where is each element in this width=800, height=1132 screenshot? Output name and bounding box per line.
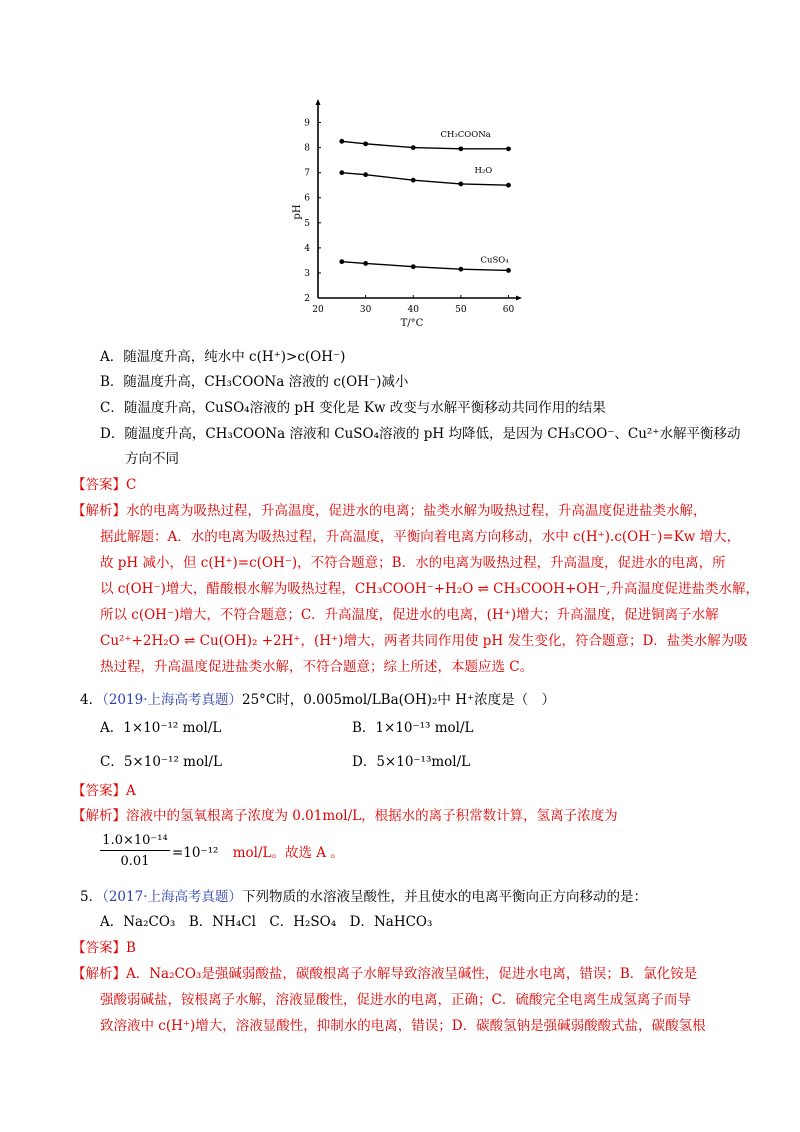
fraction-denominator: 0.01	[120, 854, 150, 869]
x-tick-label: 30	[359, 305, 372, 315]
fraction-numerator: 1.0×10⁻¹⁴	[100, 833, 170, 851]
y-axis-arrow	[316, 99, 321, 105]
q4-source: （2019·上海高考真题）	[102, 692, 242, 708]
data-point	[411, 145, 416, 150]
q3-analysis-line-5: Cu²⁺+2H₂O ⇌ Cu(OH)₂ +2H⁺，(H⁺)增大，两者共同作用使 pH 发生变化，符合题意；D．盐类水解为吸	[100, 633, 748, 649]
analysis-tag: 【解析】	[72, 966, 126, 982]
series-label: H₂O	[474, 166, 493, 177]
data-point	[506, 146, 511, 151]
q5-number: 5．	[80, 889, 103, 905]
q3-option-a: A．随温度升高，纯水中 c(H⁺)>c(OH⁻)	[100, 349, 346, 365]
q3-analysis-line-3: 以 c(OH⁻)增大，醋酸根水解为吸热过程，CH₃COOH⁻+H₂O ⇌ CH₃COOH+OH⁻,升高温度促进盐类水解，	[100, 581, 760, 597]
y-tick-label: 8	[304, 143, 310, 154]
data-point	[411, 264, 416, 269]
fraction	[100, 833, 170, 869]
x-axis-label: T/°C	[400, 318, 424, 329]
y-tick-label: 9	[304, 118, 310, 129]
q4-option-b: B．1×10⁻¹³ mol/L	[352, 720, 474, 736]
series-label: CH₃COONa	[440, 129, 491, 140]
fraction-equals: =10⁻¹²	[172, 845, 219, 861]
y-tick-label: 6	[304, 193, 310, 204]
data-point	[506, 268, 511, 273]
x-tick-label: 40	[407, 305, 419, 315]
y-tick-label: 2	[304, 294, 310, 304]
data-point	[363, 141, 368, 146]
answer-tag: 【答案】	[72, 477, 126, 493]
answer-tag: 【答案】	[72, 783, 126, 799]
q3-option-d: D．随温度升高，CH₃COONa 溶液和 CuSO₄溶液的 pH 均降低，是因为 CH₃COO⁻、Cu²⁺水解平衡移动	[100, 426, 741, 442]
x-tick-label: 60	[502, 305, 515, 315]
q4-stem	[80, 690, 555, 710]
analysis-text: A．Na₂CO₃是强碱弱酸盐，碳酸根离子水解导致溶液呈碱性，促进水电离，错误；B．氯化铵是	[126, 966, 698, 982]
data-point	[339, 259, 344, 264]
answer-tag: 【答案】	[72, 940, 126, 956]
data-point	[363, 172, 368, 177]
q4-answer	[72, 781, 136, 801]
q3-option-c: C．随温度升高，CuSO₄溶液的 pH 变化是 Kw 改变与水解平衡移动共同作用的结果	[100, 400, 606, 416]
series-label: CuSO₄	[480, 255, 509, 266]
fraction-tail: mol/L。故选 A 。	[232, 845, 344, 861]
data-point	[506, 183, 511, 188]
answer-value: B	[126, 940, 136, 956]
q3-analysis-line-2: 故 pH 减小，但 c(H⁺)=c(OH⁻)，不符合题意；B．水的电离为吸热过程，升高温度，促进水的电离，所	[100, 555, 726, 571]
y-tick-label: 7	[304, 168, 310, 179]
x-tick-label: 50	[455, 305, 467, 315]
analysis-tag: 【解析】	[72, 503, 126, 519]
analysis-text: 水的电离为吸热过程，升高温度，促进水的电离；盐类水解为吸热过程，升高温度促进盐类水解，	[126, 503, 707, 519]
q5-stem	[80, 887, 647, 907]
q4-stem-text: 25°C时，0.005mol/LBa(OH)₂中 H⁺浓度是（ ）	[242, 692, 556, 708]
q3-analysis-line-1: 据此解题：A．水的电离为吸热过程，升高温度，平衡向着电离方向移动，水中 c(H⁺).c(OH⁻)=Kw 增大，	[100, 529, 741, 545]
q3-analysis-line-0	[72, 501, 707, 521]
fraction-result	[172, 843, 344, 863]
y-axis-label: pH	[292, 204, 303, 220]
q5-answer	[72, 938, 136, 958]
y-tick-label: 4	[304, 243, 310, 254]
x-tick-label: 20	[312, 305, 324, 315]
data-point	[363, 261, 368, 266]
q4-number: 4．	[80, 692, 103, 708]
q5-stem-text: 下列物质的水溶液呈酸性，并且使水的电离平衡向正方向移动的是：	[242, 889, 647, 905]
chart-series	[339, 139, 510, 273]
data-point	[458, 267, 463, 272]
answer-value: A	[126, 783, 136, 799]
q3-analysis-line-6: 热过程，升高温度促进盐类水解，不符合题意；综上所述，本题应选 C。	[100, 659, 534, 675]
q5-source: （2017·上海高考真题）	[102, 889, 242, 905]
data-point	[458, 182, 463, 187]
q5-analysis-line-1: 强酸弱碱盐，铵根离子水解，溶液显酸性，促进水的电离，正确；C．硫酸完全电离生成氢离子而导	[100, 992, 691, 1008]
analysis-text: 溶液中的氢氧根离子浓度为 0.01mol/L，根据水的离子积常数计算，氢离子浓度为	[126, 808, 618, 824]
y-tick-label: 5	[304, 218, 310, 229]
data-point	[339, 170, 344, 175]
q3-option-d-cont: 方向不同	[125, 451, 179, 467]
ph-temperature-chart	[290, 95, 530, 335]
answer-value: C	[126, 477, 137, 493]
q4-option-a: A．1×10⁻¹² mol/L	[100, 720, 222, 736]
analysis-tag: 【解析】	[72, 808, 126, 824]
q3-analysis-line-4: 所以 c(OH⁻)增大，不符合题意；C．升高温度，促进水的电离，(H⁺)增大；升高温度，促进铜离子水解	[100, 607, 719, 623]
q5-analysis-line-0	[72, 964, 697, 984]
q4-option-c: C．5×10⁻¹² mol/L	[100, 754, 222, 770]
q5-analysis-line-2: 致溶液中 c(H⁺)增大，溶液显酸性，抑制水的电离，错误；D．碳酸氢钠是强碱弱酸酸式盐，碳酸氢根	[100, 1018, 706, 1034]
data-point	[458, 146, 463, 151]
x-axis-arrow	[516, 296, 522, 301]
q3-option-b: B．随温度升高，CH₃COONa 溶液的 c(OH⁻)减小	[100, 374, 409, 390]
y-tick-label: 3	[304, 268, 310, 279]
data-point	[339, 139, 344, 144]
data-point	[411, 178, 416, 183]
q4-analysis	[72, 806, 618, 826]
q5-options: A．Na₂CO₃ B．NH₄Cl C．H₂SO₄ D．NaHCO₃	[100, 914, 433, 930]
q4-option-d: D．5×10⁻¹³mol/L	[352, 754, 471, 770]
q3-answer	[72, 475, 136, 495]
